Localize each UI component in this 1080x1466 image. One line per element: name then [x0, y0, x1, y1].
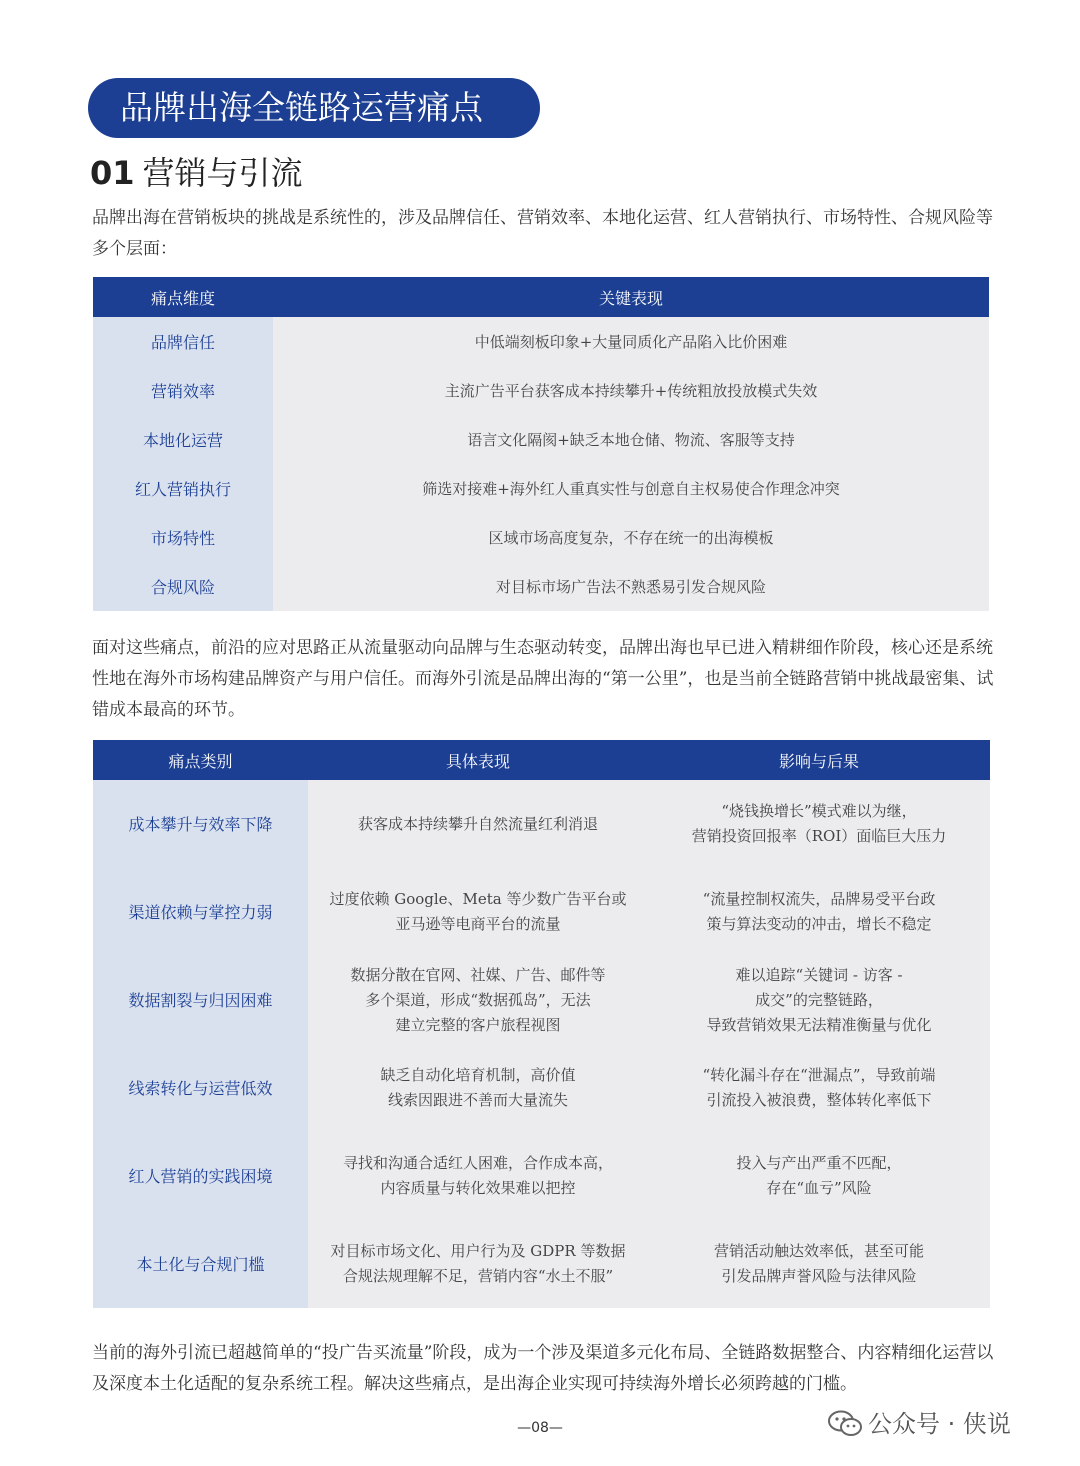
- table-row: [93, 562, 989, 611]
- row-manifestation: 缺乏自动化培育机制，高价值 线索因跟进不善而大量流失: [308, 1044, 648, 1132]
- table-header-row: [93, 740, 990, 780]
- row-label: 渠道依赖与掌控力弱: [93, 868, 308, 956]
- table-row: [93, 1044, 990, 1132]
- table-row: [93, 780, 990, 868]
- pain-category-table: [93, 740, 990, 1308]
- middle-paragraph: 面对这些痛点，前沿的应对思路正从流量驱动向品牌与生态驱动转变，品牌出海也早已进入精耕细作阶段，核心还是系统性地在海外市场构建品牌资产与用户信任。而海外引流是品牌出海的“第一公里”，也是当前全链路营销中挑战最密集、试错成本最高的环节。: [92, 638, 994, 720]
- pain-dimension-table: [93, 277, 989, 611]
- row-value: 主流广告平台获客成本持续攀升+传统粗放投放模式失效: [273, 366, 989, 415]
- row-manifestation: 寻找和沟通合适红人困难，合作成本高， 内容质量与转化效果难以把控: [308, 1132, 648, 1220]
- table-row: [93, 513, 989, 562]
- row-label: 市场特性: [93, 513, 273, 562]
- row-label: 红人营销的实践困境: [93, 1132, 308, 1220]
- table-header: 痛点维度: [93, 277, 273, 317]
- row-label: 红人营销执行: [93, 464, 273, 513]
- section-title: 营销与引流: [142, 154, 303, 192]
- row-impact: “流量控制权流失，品牌易受平台政 策与算法变动的冲击，增长不稳定: [648, 868, 990, 956]
- section-heading: [90, 150, 303, 196]
- section-number: 01: [90, 154, 135, 192]
- table-row: [93, 1220, 990, 1308]
- wechat-icon: [828, 1410, 862, 1438]
- row-value: 对目标市场广告法不熟悉易引发合规风险: [273, 562, 989, 611]
- page-number: —08—: [517, 1420, 563, 1436]
- table-row: [93, 464, 989, 513]
- wechat-label: 公众号 · 侠说: [868, 1410, 1011, 1438]
- row-value: 筛选对接难+海外红人重真实性与创意自主权易使合作理念冲突: [273, 464, 989, 513]
- row-label: 数据割裂与归因困难: [93, 956, 308, 1044]
- table-header: 痛点类别: [93, 740, 308, 780]
- table-row: [93, 366, 989, 415]
- row-value: 区域市场高度复杂，不存在统一的出海模板: [273, 513, 989, 562]
- banner-title: 品牌出海全链路运营痛点: [88, 78, 540, 138]
- row-impact: “转化漏斗存在“泄漏点”，导致前端 引流投入被浪费，整体转化率低下: [648, 1044, 990, 1132]
- table-header: 关键表现: [273, 277, 989, 317]
- row-label: 成本攀升与效率下降: [93, 780, 308, 868]
- row-value: 语言文化隔阂+缺乏本地仓储、物流、客服等支持: [273, 415, 989, 464]
- table-header: 具体表现: [308, 740, 648, 780]
- row-label: 线索转化与运营低效: [93, 1044, 308, 1132]
- row-manifestation: 数据分散在官网、社媒、广告、邮件等 多个渠道，形成“数据孤岛”，无法 建立完整的客户旅程视图: [308, 956, 648, 1044]
- row-impact: 营销活动触达效率低，甚至可能 引发品牌声誉风险与法律风险: [648, 1220, 990, 1308]
- row-label: 本地化运营: [93, 415, 273, 464]
- intro-paragraph: 品牌出海在营销板块的挑战是系统性的，涉及品牌信任、营销效率、本地化运营、红人营销执行、市场特性、合规风险等多个层面：: [92, 208, 993, 259]
- row-label: 营销效率: [93, 366, 273, 415]
- table-header: 影响与后果: [648, 740, 990, 780]
- row-manifestation: 获客成本持续攀升自然流量红利消退: [308, 780, 648, 868]
- wechat-watermark: [828, 1404, 1011, 1444]
- table-row: [93, 1132, 990, 1220]
- conclusion-paragraph: 当前的海外引流已超越简单的“投广告买流量”阶段，成为一个涉及渠道多元化布局、全链路数据整合、内容精细化运营以及深度本土化适配的复杂系统工程。解决这些痛点，是出海企业实现可持续海外增长必须跨越的门槛。: [92, 1343, 994, 1394]
- table-row: [93, 868, 990, 956]
- row-impact: 投入与产出严重不匹配， 存在“血亏”风险: [648, 1132, 990, 1220]
- table-header-row: [93, 277, 989, 317]
- row-impact: 难以追踪“关键词 - 访客 - 成交”的完整链路， 导致营销效果无法精准衡量与优化: [648, 956, 990, 1044]
- row-label: 本土化与合规门槛: [93, 1220, 308, 1308]
- table-row: [93, 317, 989, 366]
- row-manifestation: 对目标市场文化、用户行为及 GDPR 等数据 合规法规理解不足，营销内容“水土不服”: [308, 1220, 648, 1308]
- row-manifestation: 过度依赖 Google、Meta 等少数广告平台或 亚马逊等电商平台的流量: [308, 868, 648, 956]
- row-label: 品牌信任: [93, 317, 273, 366]
- row-label: 合规风险: [93, 562, 273, 611]
- table-row: [93, 956, 990, 1044]
- row-impact: “烧钱换增长”模式难以为继， 营销投资回报率（ROI）面临巨大压力: [648, 780, 990, 868]
- table-row: [93, 415, 989, 464]
- row-value: 中低端刻板印象+大量同质化产品陷入比价困难: [273, 317, 989, 366]
